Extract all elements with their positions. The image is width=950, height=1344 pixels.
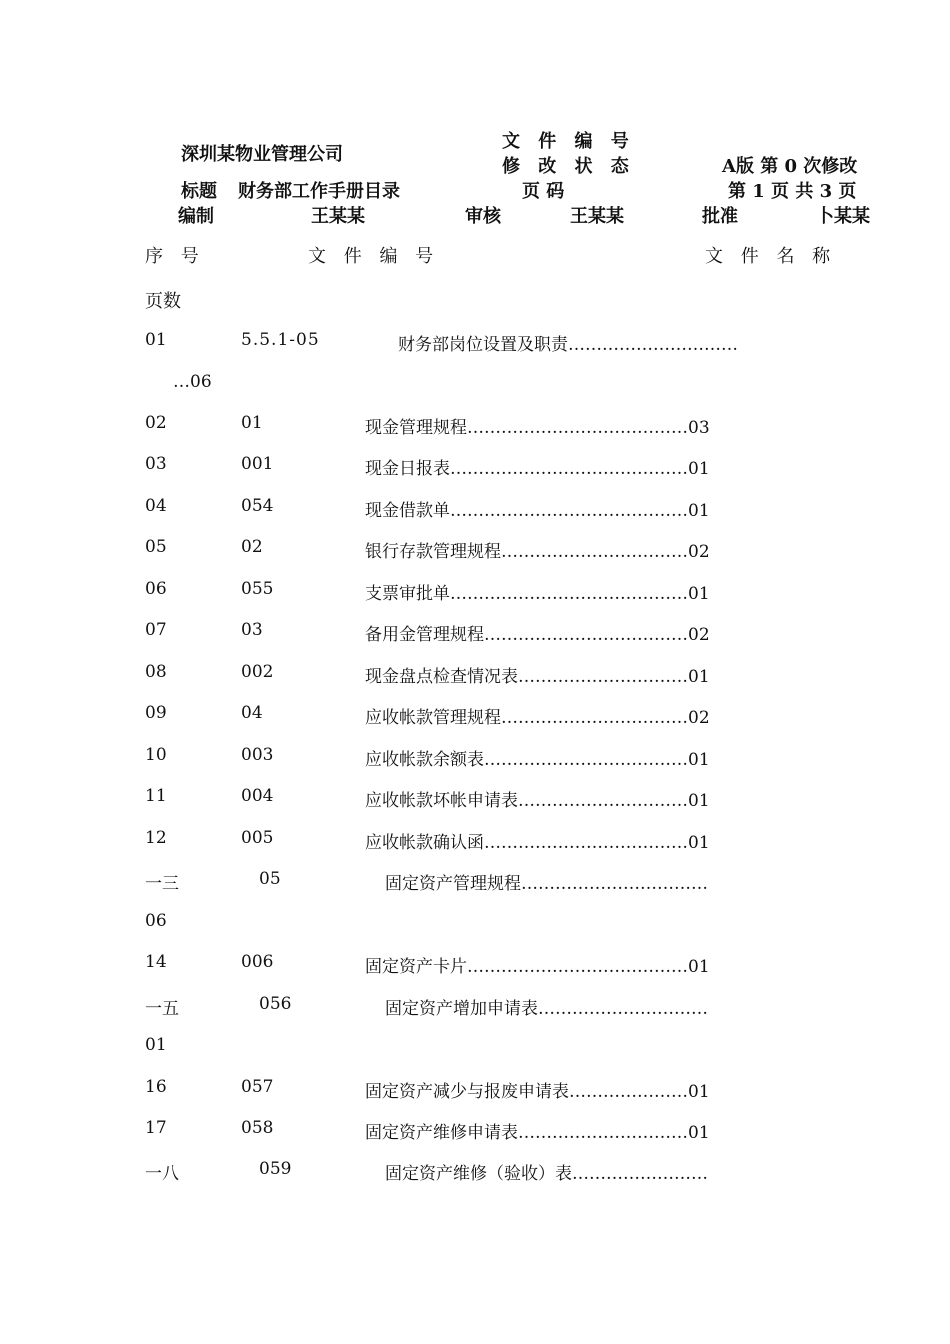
title-label: 标题	[181, 181, 217, 202]
row-code: 006	[241, 952, 274, 972]
row-name: 固定资产增加申请表…………………………	[385, 999, 708, 1019]
row-code: 055	[241, 579, 274, 599]
row-name: 支票审批单……………………………………01	[365, 584, 710, 604]
table-head-index: 序 号	[145, 246, 205, 267]
reviewer-label: 审核	[465, 206, 501, 227]
row-code: 05	[259, 869, 281, 889]
row-index: 17	[145, 1118, 167, 1138]
row-continuation: …06	[173, 372, 212, 392]
row-code: 03	[241, 620, 263, 640]
revision-value: A版 第 0 次修改	[722, 156, 858, 177]
compiler-label: 编制	[178, 206, 214, 227]
approver-value: 卜某某	[816, 206, 870, 227]
table-head-code: 文 件 编 号	[308, 246, 440, 267]
row-name: 固定资产减少与报废申请表…………………01	[365, 1082, 710, 1102]
row-code: 054	[241, 496, 274, 516]
row-index: 01	[145, 330, 167, 350]
row-code: 059	[259, 1159, 292, 1179]
table-head-name: 文 件 名 称	[705, 246, 837, 267]
row-code: 02	[241, 537, 263, 557]
row-index: 一三	[145, 874, 179, 894]
row-name: 现金借款单……………………………………01	[365, 501, 710, 521]
title-value: 财务部工作手册目录	[238, 181, 400, 202]
row-code: 005	[241, 828, 274, 848]
row-index: 12	[145, 828, 167, 848]
row-index: 05	[145, 537, 167, 557]
row-code: 5.5.1-05	[241, 330, 320, 350]
row-index: 07	[145, 620, 167, 640]
row-code: 058	[241, 1118, 274, 1138]
row-name: 应收帐款确认函………………………………01	[365, 833, 710, 853]
row-name: 固定资产维修申请表…………………………01	[365, 1123, 710, 1143]
row-index: 14	[145, 952, 167, 972]
row-name: 现金盘点检查情况表…………………………01	[365, 667, 710, 687]
row-name: 现金管理规程…………………………………03	[365, 418, 710, 438]
table-head-pages: 页数	[145, 291, 181, 312]
row-index: 02	[145, 413, 167, 433]
row-code: 057	[241, 1077, 274, 1097]
row-continuation: 06	[145, 911, 167, 931]
company-name: 深圳某物业管理公司	[181, 144, 343, 165]
row-name: 现金日报表……………………………………01	[365, 459, 710, 479]
row-code: 01	[241, 413, 263, 433]
row-index: 11	[145, 786, 167, 806]
row-index: 16	[145, 1077, 167, 1097]
row-index: 03	[145, 454, 167, 474]
page-label: 页 码	[522, 181, 565, 202]
row-name: 应收帐款坏帐申请表…………………………01	[365, 791, 710, 811]
row-name: 固定资产维修（验收）表……………………	[385, 1164, 708, 1184]
row-index: 04	[145, 496, 167, 516]
compiler-value: 王某某	[311, 206, 365, 227]
row-name: 应收帐款管理规程……………………………02	[365, 708, 710, 728]
doc-number-label: 文 件 编 号	[502, 131, 635, 152]
row-index: 08	[145, 662, 167, 682]
reviewer-value: 王某某	[570, 206, 624, 227]
row-continuation: 01	[145, 1035, 167, 1055]
row-index: 一八	[145, 1164, 179, 1184]
row-index: 09	[145, 703, 167, 723]
row-code: 056	[259, 994, 292, 1014]
row-name: 应收帐款余额表………………………………01	[365, 750, 710, 770]
row-index: 一五	[145, 999, 179, 1019]
approver-label: 批准	[702, 206, 738, 227]
revision-label: 修 改 状 态	[502, 156, 635, 177]
row-index: 06	[145, 579, 167, 599]
row-code: 04	[241, 703, 263, 723]
row-name: 固定资产卡片…………………………………01	[365, 957, 710, 977]
row-name: 备用金管理规程………………………………02	[365, 625, 710, 645]
row-code: 002	[241, 662, 274, 682]
row-code: 003	[241, 745, 274, 765]
row-index: 10	[145, 745, 167, 765]
row-name: 银行存款管理规程……………………………02	[365, 542, 710, 562]
row-code: 004	[241, 786, 274, 806]
row-name: 固定资产管理规程……………………………	[385, 874, 708, 894]
row-code: 001	[241, 454, 274, 474]
row-name: 财务部岗位设置及职责…………………………	[398, 335, 738, 355]
page-value: 第 1 页 共 3 页	[728, 181, 857, 202]
